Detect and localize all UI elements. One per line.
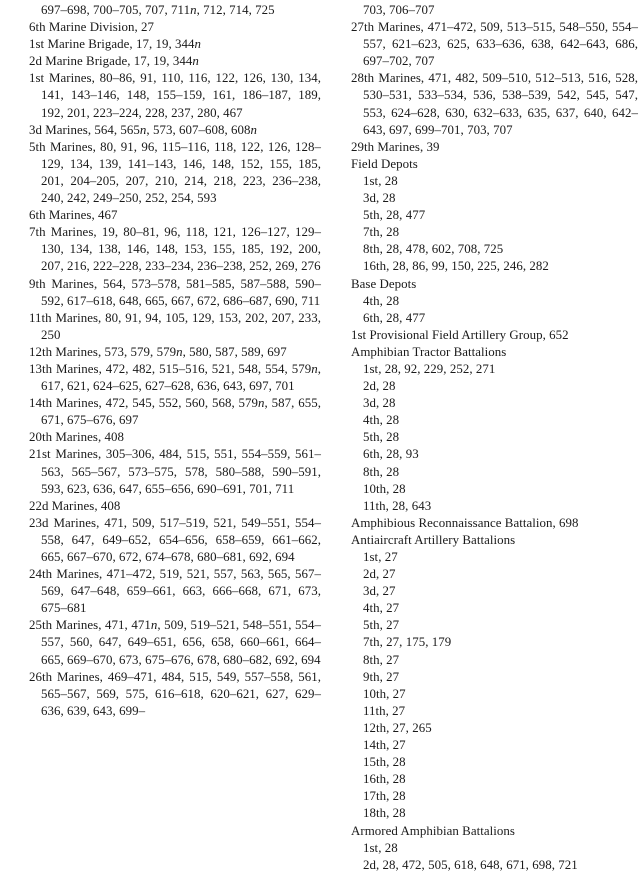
index-column-right [351,2,638,874]
index-entry: Armored Amphibian Battalions [351,823,515,838]
index-entry: 2d Marine Brigade, 17, 19, 344n [29,54,199,69]
index-subentry: 14th, 27 [363,738,406,753]
index-subentry: 6th, 28, 93 [363,447,419,462]
index-subentry: 2d, 28, 472, 505, 618, 648, 671, 698, 721 [363,857,578,872]
index-subentry: 12th, 27, 265 [363,720,432,735]
index-entry: 6th Marine Division, 27 [29,20,155,35]
index-subentry: 3d, 28 [363,191,396,206]
index-subentry: 697–698, 700–705, 707, 711n, 712, 714, 725 [41,3,275,17]
index-subentry: 6th, 28, 477 [363,310,426,325]
index-entry: Amphibious Reconnaissance Battalion, 698 [351,515,579,530]
index-entry: 7th Marines, 19, 80–81, 96, 118, 121, 126–127, 129–130, 134, 138, 146, 148, 153, 155, 185, 192, 200, 207, 216, 222–228, 233–234, 236–238, 252, 269, 276 [29,225,321,274]
index-subentry: 2d, 28 [363,379,396,394]
index-entry: 25th Marines, 471, 471n, 509, 519–521, 548–551, 554–557, 560, 647, 649–651, 656, 658, 660–661, 664–665, 669–670, 673, 675–676, 678, 680–682, 692, 694 [29,618,321,667]
index-entry: 6th Marines, 467 [29,208,118,223]
footnote-marker: n [190,3,197,17]
footnote-marker: n [250,122,257,137]
index-entry: 29th Marines, 39 [351,139,440,154]
index-subentry: 16th, 28, 86, 99, 150, 225, 246, 282 [363,259,549,274]
index-entry: 12th Marines, 573, 579, 579n, 580, 587, 589, 697 [29,344,287,359]
index-entry: 22d Marines, 408 [29,498,121,513]
index-subentry: 15th, 28 [363,755,406,770]
index-subentry: 4th, 28 [363,413,400,428]
index-subentry: 16th, 28 [363,772,406,787]
footnote-marker: n [258,396,265,411]
index-entry: 28th Marines, 471, 482, 509–510, 512–513, 516, 528, 530–531, 533–534, 536, 538–539, 542, 545, 547, 553, 624–628, 630, 632–633, 635, 637, 640, 642–643, 697, 699–701, 703, 707 [351,71,638,137]
index-entry: Base Depots [351,276,417,291]
index-subentry: 7th, 28 [363,225,400,240]
index-subentry: 10th, 28 [363,481,406,496]
index-entry: 21st Marines, 305–306, 484, 515, 551, 554–559, 561–563, 565–567, 573–575, 578, 580–588, 590–591, 593, 623, 636, 647, 655–656, 690–691, 701, 711 [29,447,321,496]
index-entry: 1st Provisional Field Artillery Group, 652 [351,327,569,342]
index-subentry: 17th, 28 [363,789,406,804]
index-column-left [29,2,321,720]
index-entry: 27th Marines, 471–472, 509, 513–515, 548–550, 554–557, 621–623, 625, 633–636, 638, 642–643, 686, 697–702, 707 [351,20,638,69]
index-entry: 20th Marines, 408 [29,430,125,445]
index-subentry: 8th, 28, 478, 602, 708, 725 [363,242,504,257]
index-subentry: 7th, 27, 175, 179 [363,635,452,650]
index-subentry: 5th, 28, 477 [363,208,426,223]
index-subentry: 11th, 27 [363,703,406,718]
index-entry: 1st Marine Brigade, 17, 19, 344n [29,37,202,52]
index-entry: Field Depots [351,156,418,171]
index-subentry: 8th, 28 [363,464,400,479]
index-entry: 26th Marines, 469–471, 484, 515, 549, 557–558, 561, 565–567, 569, 575, 616–618, 620–621, 627, 629–636, 639, 643, 699– [29,669,321,718]
index-subentry: 1st, 28 [363,840,398,855]
index-subentry: 1st, 27 [363,550,398,564]
index-entry: 5th Marines, 80, 91, 96, 115–116, 118, 122, 126, 128–129, 134, 139, 141–143, 146, 148, 152, 155, 185, 201, 204–205, 207, 210, 214, 218, 223, 236–238, 240, 242, 249–250, 252, 254, 593 [29,139,321,206]
index-entry: 11th Marines, 80, 91, 94, 105, 129, 153, 202, 207, 233, 250 [29,310,321,342]
footnote-marker: n [139,122,147,137]
footnote-marker: n [311,361,318,376]
index-subentry: 10th, 27 [363,686,406,701]
index-subentry: 703, 706–707 [363,3,435,17]
index-subentry: 11th, 28, 643 [363,498,432,513]
index-subentry: 2d, 27 [363,567,396,582]
footnote-marker: n [176,344,183,359]
index-entry: 24th Marines, 471–472, 519, 521, 557, 563, 565, 567–569, 647–648, 659–661, 663, 666–668, 671, 673, 675–681 [29,567,321,616]
index-subentry: 18th, 28 [363,806,406,821]
index-subentry: 1st, 28 [363,173,398,188]
index-entry: 23d Marines, 471, 509, 517–519, 521, 549–551, 554–558, 647, 649–652, 654–656, 658–659, 661–662, 665, 667–670, 672, 674–678, 680–681, 692, 694 [29,515,321,564]
index-subentry: 5th, 27 [363,618,400,633]
index-subentry: 4th, 28 [363,293,400,308]
index-subentry: 9th, 27 [363,669,400,684]
index-subentry: 8th, 27 [363,652,400,667]
index-entry: Amphibian Tractor Battalions [351,344,507,359]
index-entry: 9th Marines, 564, 573–578, 581–585, 587–588, 590–592, 617–618, 648, 665, 667, 672, 686–687, 690, 711 [29,276,321,308]
footnote-marker: n [150,618,158,633]
index-subentry: 5th, 28 [363,430,400,445]
index-entry: 3d Marines, 564, 565n, 573, 607–608, 608n [29,122,257,137]
index-entry: 14th Marines, 472, 545, 552, 560, 568, 579n, 587, 655, 671, 675–676, 697 [29,396,321,428]
index-subentry: 3d, 28 [363,396,396,411]
footnote-marker: n [192,54,199,69]
index-entry: 13th Marines, 472, 482, 515–516, 521, 548, 554, 579n, 617, 621, 624–625, 627–628, 636, 643, 697, 701 [29,361,321,394]
index-subentry: 4th, 27 [363,601,400,616]
footnote-marker: n [194,37,202,52]
index-subentry: 1st, 28, 92, 229, 252, 271 [363,361,496,376]
index-entry: 1st Marines, 80–86, 91, 110, 116, 122, 126, 130, 134, 141, 143–146, 148, 155–159, 161, 186–187, 189, 192, 201, 223–224, 228, 237, 280, 467 [29,71,321,120]
index-subentry: 3d, 27 [363,584,396,599]
index-entry: Antiaircraft Artillery Battalions [351,532,516,547]
